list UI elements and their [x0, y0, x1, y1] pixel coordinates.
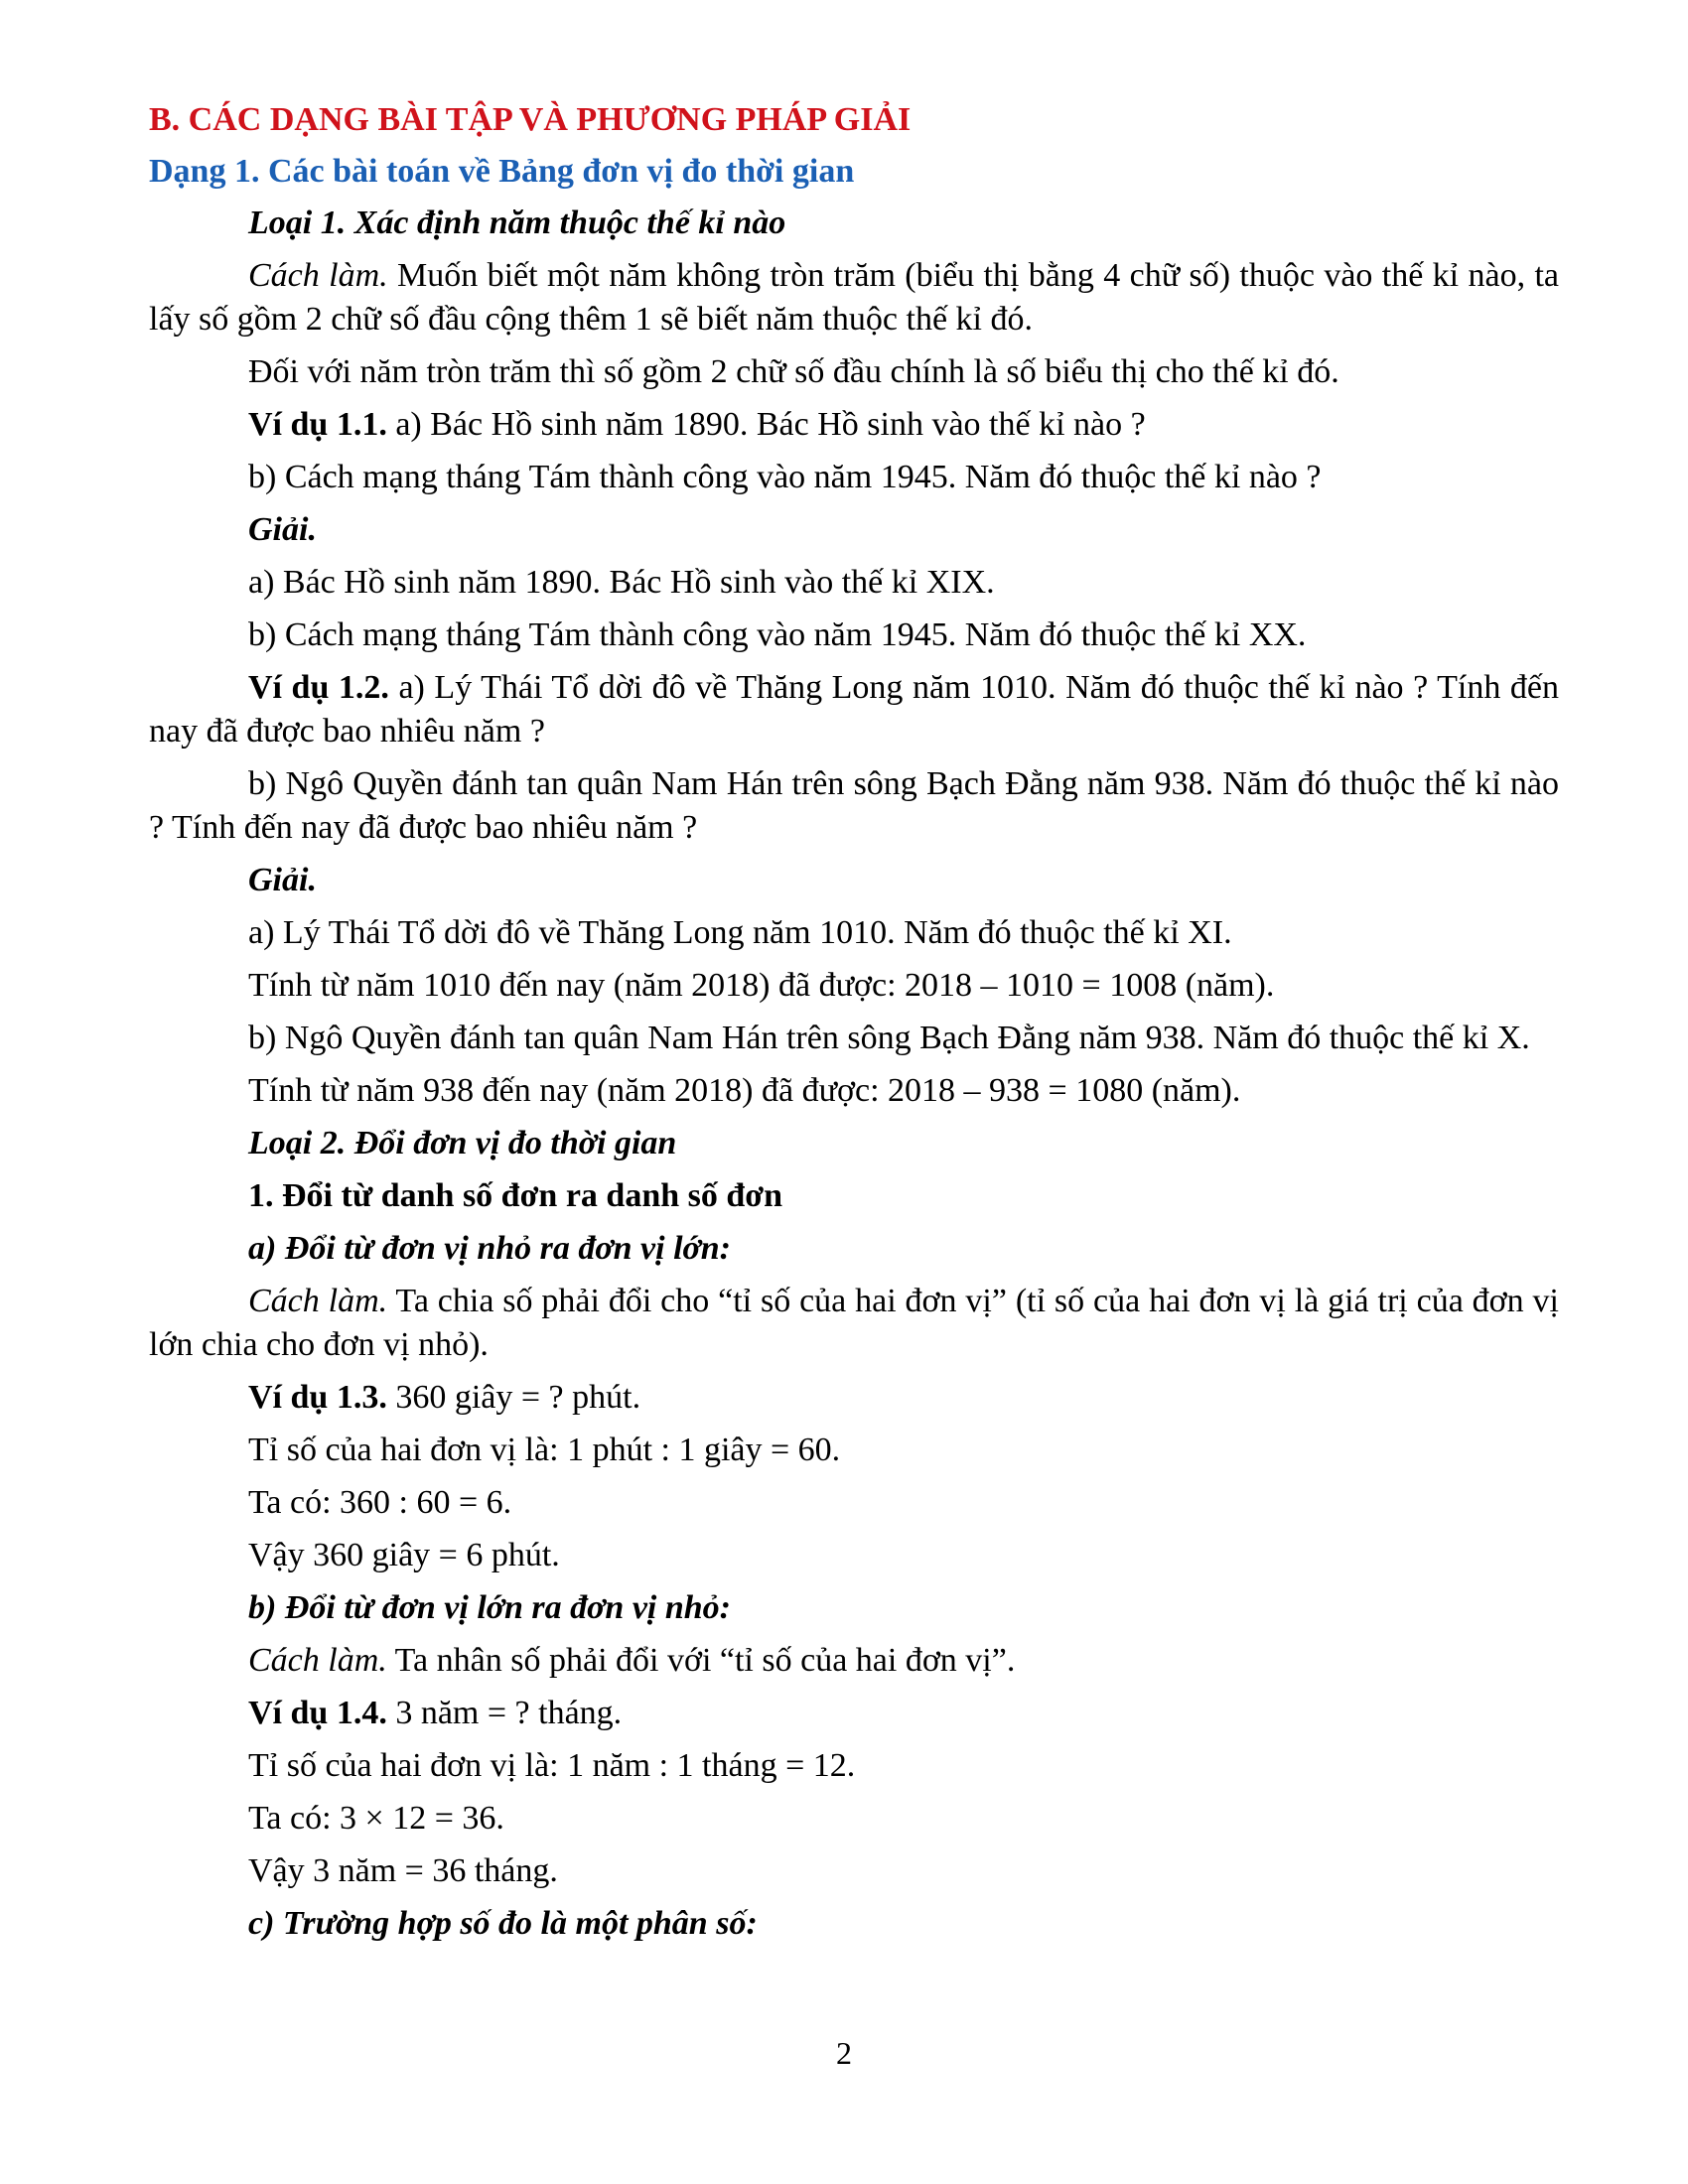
method-text: Ta nhân số phải đổi với “tỉ số của hai đơn vị”. [386, 1642, 1016, 1679]
example-1-3 [149, 1376, 1559, 1420]
example-1-2 [149, 666, 1559, 753]
example-text: a) Bác Hồ sinh năm 1890. Bác Hồ sinh vào thế kỉ nào ? [386, 406, 1146, 443]
loai2-title: Loại 2. Đổi đơn vị đo thời gian [248, 1125, 677, 1161]
dang1-title: Dạng 1. Các bài toán về Bảng đơn vị đo thời gian [149, 153, 855, 190]
solution-1-2-b: b) Ngô Quyền đánh tan quân Nam Hán trên sông Bạch Đằng năm 938. Năm đó thuộc thế kỉ X. [248, 1020, 1530, 1056]
solution-1-2-a-calc: Tính từ năm 1010 đến nay (năm 2018) đã được: 2018 – 1010 = 1008 (năm). [248, 967, 1275, 1004]
example-label: Ví dụ 1.3. [248, 1379, 387, 1416]
loai1-title: Loại 1. Xác định năm thuộc thế kỉ nào [248, 205, 786, 241]
method-text: Muốn biết một năm không tròn trăm (biểu thị bằng 4 chữ số) thuộc vào thế kỉ nào, ta lấy số gồm 2 chữ số đầu cộng thêm 1 sẽ biết năm thuộc thế kỉ đó. [149, 257, 1559, 338]
loai2-method-b [149, 1639, 1559, 1683]
example-1-4-line-2: Ta có: 3 × 12 = 36. [248, 1800, 504, 1837]
loai1-note: Đối với năm tròn trăm thì số gồm 2 chữ số đầu chính là số biểu thị cho thế kỉ đó. [248, 353, 1339, 390]
subsection-1-title: 1. Đổi từ danh số đơn ra danh số đơn [248, 1177, 783, 1214]
example-1-4-line-3: Vậy 3 năm = 36 tháng. [248, 1852, 558, 1889]
example-text: 3 năm = ? tháng. [386, 1695, 623, 1731]
subsection-c-title: c) Trường hợp số đo là một phân số: [248, 1905, 758, 1942]
example-text: a) Lý Thái Tổ dời đô về Thăng Long năm 1010. Năm đó thuộc thế kỉ nào ? Tính đến nay đã được bao nhiêu năm ? [149, 669, 1559, 750]
section-title: B. CÁC DẠNG BÀI TẬP VÀ PHƯƠNG PHÁP GIẢI [149, 101, 912, 138]
example-text: 360 giây = ? phút. [386, 1379, 641, 1416]
example-1-3-line-1: Tỉ số của hai đơn vị là: 1 phút : 1 giây = 60. [248, 1432, 841, 1468]
example-1-1-b: b) Cách mạng tháng Tám thành công vào năm 1945. Năm đó thuộc thế kỉ nào ? [248, 459, 1322, 495]
method-text: Ta chia số phải đổi cho “tỉ số của hai đơn vị” (tỉ số của hai đơn vị là giá trị của đơn vị lớn chia cho đơn vị nhỏ). [149, 1283, 1559, 1363]
example-1-3-line-3: Vậy 360 giây = 6 phút. [248, 1537, 560, 1573]
loai1-method [149, 254, 1559, 341]
solution-1-2-b-calc: Tính từ năm 938 đến nay (năm 2018) đã được: 2018 – 938 = 1080 (năm). [248, 1072, 1241, 1109]
subsection-b-title: b) Đổi từ đơn vị lớn ra đơn vị nhỏ: [248, 1589, 731, 1626]
example-1-1 [149, 403, 1559, 447]
example-label: Ví dụ 1.1. [248, 406, 387, 443]
example-label: Ví dụ 1.2. [248, 669, 389, 706]
solution-label: Giải. [248, 511, 317, 548]
method-label: Cách làm. [248, 1642, 387, 1679]
example-1-4 [149, 1692, 1559, 1735]
solution-1-2-a: a) Lý Thái Tổ dời đô về Thăng Long năm 1010. Năm đó thuộc thế kỉ XI. [248, 914, 1232, 951]
document-page [149, 94, 1559, 1946]
solution-label: Giải. [248, 862, 317, 898]
example-1-4-line-1: Tỉ số của hai đơn vị là: 1 năm : 1 tháng = 12. [248, 1747, 856, 1784]
example-1-2-b: b) Ngô Quyền đánh tan quân Nam Hán trên sông Bạch Đằng năm 938. Năm đó thuộc thế kỉ nào ? Tính đến nay đã được bao nhiêu năm ? [149, 765, 1559, 846]
example-1-3-line-2: Ta có: 360 : 60 = 6. [248, 1484, 512, 1521]
solution-1-1-b: b) Cách mạng tháng Tám thành công vào năm 1945. Năm đó thuộc thế kỉ XX. [248, 616, 1307, 653]
method-label: Cách làm. [248, 257, 388, 294]
page-number: 2 [836, 2035, 852, 2071]
method-label: Cách làm. [248, 1283, 388, 1319]
subsection-a-title: a) Đổi từ đơn vị nhỏ ra đơn vị lớn: [248, 1230, 731, 1267]
example-label: Ví dụ 1.4. [248, 1695, 387, 1731]
solution-1-1-a: a) Bác Hồ sinh năm 1890. Bác Hồ sinh vào thế kỉ XIX. [248, 564, 995, 601]
loai2-method-a [149, 1280, 1559, 1367]
